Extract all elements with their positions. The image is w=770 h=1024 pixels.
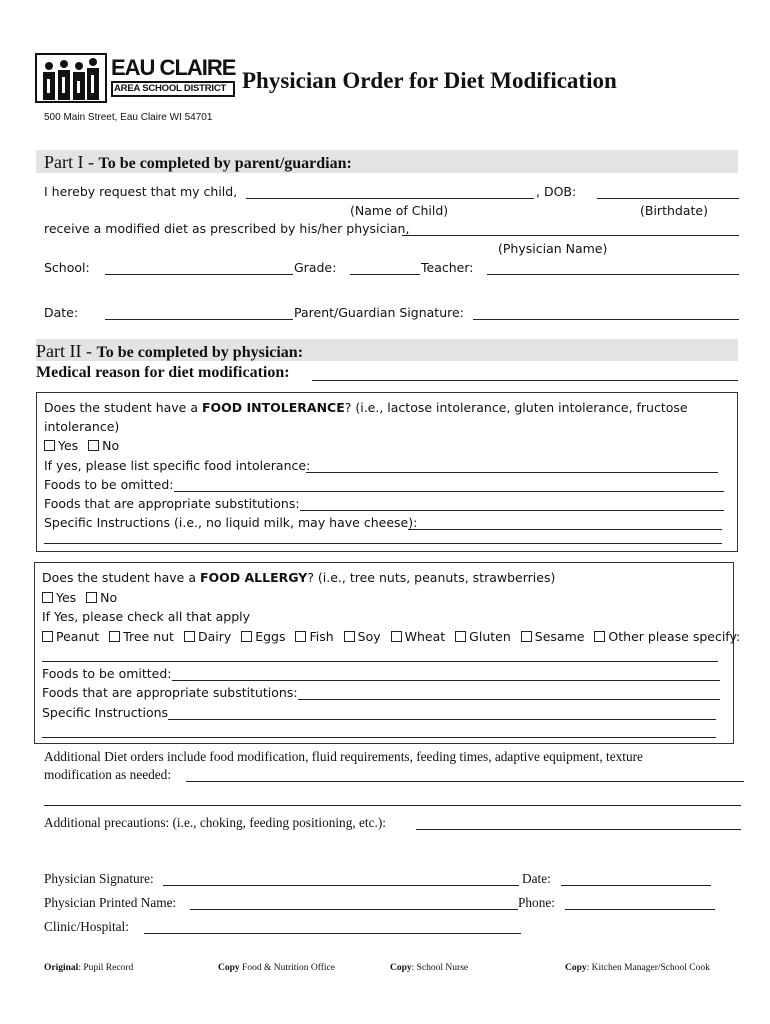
allergy-option-fish[interactable] xyxy=(295,629,333,644)
checkbox-icon[interactable] xyxy=(344,631,355,642)
checkbox-icon[interactable] xyxy=(594,631,605,642)
footer-copy1-bold: Copy xyxy=(218,963,240,973)
footer-original-bold: Original xyxy=(44,963,79,973)
allergy-omitted-field[interactable] xyxy=(172,680,720,681)
allergy-yes-option[interactable] xyxy=(42,590,76,605)
intolerance-no-label: No xyxy=(102,438,120,453)
allergy-option-soy[interactable] xyxy=(344,629,381,644)
birthdate-caption: (Birthdate) xyxy=(640,203,708,218)
physician-date-field[interactable] xyxy=(561,885,711,886)
checkbox-icon[interactable] xyxy=(241,631,252,642)
additional-diet-orders-text: Additional Diet orders include food modification, fluid requirements, feeding times, adaptive equipment, texture xyxy=(44,749,643,764)
part2-heading-text: To be completed by physician: xyxy=(96,344,304,361)
request-text: I hereby request that my child, xyxy=(44,184,238,199)
school-label: School: xyxy=(44,260,90,275)
checkbox-icon[interactable] xyxy=(42,592,53,603)
name-caption: (Name of Child) xyxy=(350,203,449,218)
allergy-option-label: Other please specify: xyxy=(608,629,741,644)
additional-diet-orders-field-2[interactable] xyxy=(44,805,741,806)
intolerance-substitutions-label: Foods that are appropriate substitutions: xyxy=(44,496,300,511)
physician-printed-name-field[interactable] xyxy=(190,909,518,910)
teacher-label: Teacher: xyxy=(421,260,474,275)
additional-precautions-field[interactable] xyxy=(416,829,741,830)
allergy-other-field[interactable] xyxy=(42,661,718,662)
footer-copy-nurse xyxy=(390,963,468,973)
allergy-instructions-label: Specific Instructions xyxy=(42,705,169,720)
allergy-instructions-field[interactable] xyxy=(168,719,716,720)
physician-phone-field[interactable] xyxy=(565,909,715,910)
allergy-options xyxy=(42,629,740,644)
checkbox-icon[interactable] xyxy=(86,592,97,603)
intolerance-question-cont: intolerance) xyxy=(44,419,120,434)
allergy-omitted-label: Foods to be omitted: xyxy=(42,666,172,681)
district-logo-icon xyxy=(35,53,107,103)
intolerance-list-field[interactable] xyxy=(306,472,718,473)
allergy-option-peanut[interactable] xyxy=(42,629,99,644)
school-field[interactable] xyxy=(105,274,293,275)
child-name-field[interactable] xyxy=(246,198,534,199)
allergy-option-label: Peanut xyxy=(56,629,100,644)
allergy-option-label: Gluten xyxy=(469,629,511,644)
date-field[interactable] xyxy=(105,319,293,320)
allergy-option-wheat[interactable] xyxy=(391,629,446,644)
intolerance-instructions-label: Specific Instructions (i.e., no liquid milk, may have cheese): xyxy=(44,515,418,530)
dob-field[interactable] xyxy=(597,198,739,199)
allergy-option-label: Soy xyxy=(357,629,381,644)
allergy-option-label: Wheat xyxy=(404,629,446,644)
allergy-no-option[interactable] xyxy=(86,590,117,605)
footer-copy1-text: Food & Nutrition Office xyxy=(239,963,335,973)
part2-heading xyxy=(36,341,303,362)
intolerance-q-suffix: ? (i.e., lactose intolerance, gluten intolerance, fructose xyxy=(344,400,688,415)
district-address: 500 Main Street, Eau Claire WI 54701 xyxy=(44,112,213,123)
clinic-label: Clinic/Hospital: xyxy=(44,919,129,934)
allergy-option-gluten[interactable] xyxy=(455,629,511,644)
medical-reason-field[interactable] xyxy=(312,380,738,381)
guardian-signature-field[interactable] xyxy=(473,319,739,320)
date-label: Date: xyxy=(44,305,79,320)
allergy-substitutions-label: Foods that are appropriate substitutions: xyxy=(42,685,298,700)
medical-reason-label: Medical reason for diet modification: xyxy=(36,364,290,381)
allergy-q-bold: FOOD ALLERGY xyxy=(199,570,308,585)
allergy-check-all: If Yes, please check all that apply xyxy=(42,609,251,624)
physician-phone-label: Phone: xyxy=(518,895,555,910)
footer-original-text: : Pupil Record xyxy=(78,963,134,973)
checkbox-icon[interactable] xyxy=(44,440,55,451)
allergy-no-label: No xyxy=(100,590,118,605)
teacher-field[interactable] xyxy=(487,274,739,275)
intolerance-yes-label: Yes xyxy=(58,438,79,453)
footer-copy2-bold: Copy xyxy=(390,963,412,973)
part1-prefix: Part I - xyxy=(44,152,99,172)
dob-label: , DOB: xyxy=(536,184,577,199)
intolerance-substitutions-field[interactable] xyxy=(300,510,724,511)
checkbox-icon[interactable] xyxy=(391,631,402,642)
physician-caption: (Physician Name) xyxy=(498,241,608,256)
physician-name-field[interactable] xyxy=(402,235,739,236)
intolerance-yes-option[interactable] xyxy=(44,438,78,453)
allergy-option-dairy[interactable] xyxy=(184,629,231,644)
additional-diet-orders-field[interactable] xyxy=(186,781,744,782)
checkbox-icon[interactable] xyxy=(42,631,53,642)
district-logo xyxy=(35,53,236,103)
checkbox-icon[interactable] xyxy=(295,631,306,642)
allergy-yes-no xyxy=(42,590,123,605)
receive-text: receive a modified diet as prescribed by his/her physician, xyxy=(44,221,410,236)
physician-date-label: Date: xyxy=(522,871,551,886)
intolerance-no-option[interactable] xyxy=(88,438,119,453)
intolerance-omitted-label: Foods to be omitted: xyxy=(44,477,174,492)
intolerance-yes-no xyxy=(44,438,125,453)
grade-label: Grade: xyxy=(294,260,337,275)
allergy-option-sesame[interactable] xyxy=(521,629,585,644)
additional-precautions-label: Additional precautions: (i.e., choking, feeding positioning, etc.): xyxy=(44,815,386,830)
intolerance-question xyxy=(44,400,688,415)
part2-prefix: Part II - xyxy=(36,341,97,361)
clinic-field[interactable] xyxy=(144,933,521,934)
intolerance-list-label: If yes, please list specific food intolerance: xyxy=(44,458,311,473)
allergy-q-suffix: ? (i.e., tree nuts, peanuts, strawberries) xyxy=(307,570,556,585)
allergy-option-other[interactable] xyxy=(594,629,740,644)
intolerance-instructions-field[interactable] xyxy=(408,529,722,530)
footer-copy-nutrition xyxy=(218,963,335,973)
part1-heading xyxy=(44,152,352,173)
allergy-question xyxy=(42,570,555,585)
checkbox-icon[interactable] xyxy=(184,631,195,642)
allergy-option-label: Tree nut xyxy=(123,629,174,644)
physician-signature-field[interactable] xyxy=(163,885,519,886)
guardian-signature-label: Parent/Guardian Signature: xyxy=(294,305,464,320)
footer-original xyxy=(44,963,133,973)
district-name-line1: EAU CLAIRE xyxy=(111,55,236,80)
intolerance-extra-line[interactable] xyxy=(44,543,722,544)
checkbox-icon[interactable] xyxy=(88,440,99,451)
allergy-option-label: Eggs xyxy=(255,629,286,644)
allergy-substitutions-field[interactable] xyxy=(298,699,720,700)
grade-field[interactable] xyxy=(350,274,420,275)
intolerance-q-prefix: Does the student have a xyxy=(44,400,202,415)
physician-printed-name-label: Physician Printed Name: xyxy=(44,895,177,910)
allergy-option-label: Sesame xyxy=(534,629,585,644)
part1-heading-text: To be completed by parent/guardian: xyxy=(98,155,352,172)
checkbox-icon[interactable] xyxy=(109,631,120,642)
checkbox-icon[interactable] xyxy=(455,631,466,642)
additional-diet-orders-text2: modification as needed: xyxy=(44,767,172,782)
checkbox-icon[interactable] xyxy=(521,631,532,642)
allergy-option-eggs[interactable] xyxy=(241,629,285,644)
footer-copy3-text: : Kitchen Manager/School Cook xyxy=(586,963,710,973)
page-title: Physician Order for Diet Modification xyxy=(242,68,617,93)
footer-copy2-text: : School Nurse xyxy=(411,963,469,973)
footer-copy-kitchen xyxy=(565,963,710,973)
intolerance-q-bold: FOOD INTOLERANCE xyxy=(201,400,345,415)
footer-copy3-bold: Copy xyxy=(565,963,587,973)
allergy-extra-line[interactable] xyxy=(42,737,716,738)
allergy-option-tree-nut[interactable] xyxy=(109,629,174,644)
intolerance-omitted-field[interactable] xyxy=(174,491,724,492)
district-name-line2: AREA SCHOOL DISTRICT xyxy=(111,81,235,97)
allergy-option-label: Dairy xyxy=(197,629,232,644)
physician-signature-label: Physician Signature: xyxy=(44,871,154,886)
allergy-q-prefix: Does the student have a xyxy=(42,570,200,585)
allergy-yes-label: Yes xyxy=(56,590,77,605)
allergy-option-label: Fish xyxy=(309,629,334,644)
